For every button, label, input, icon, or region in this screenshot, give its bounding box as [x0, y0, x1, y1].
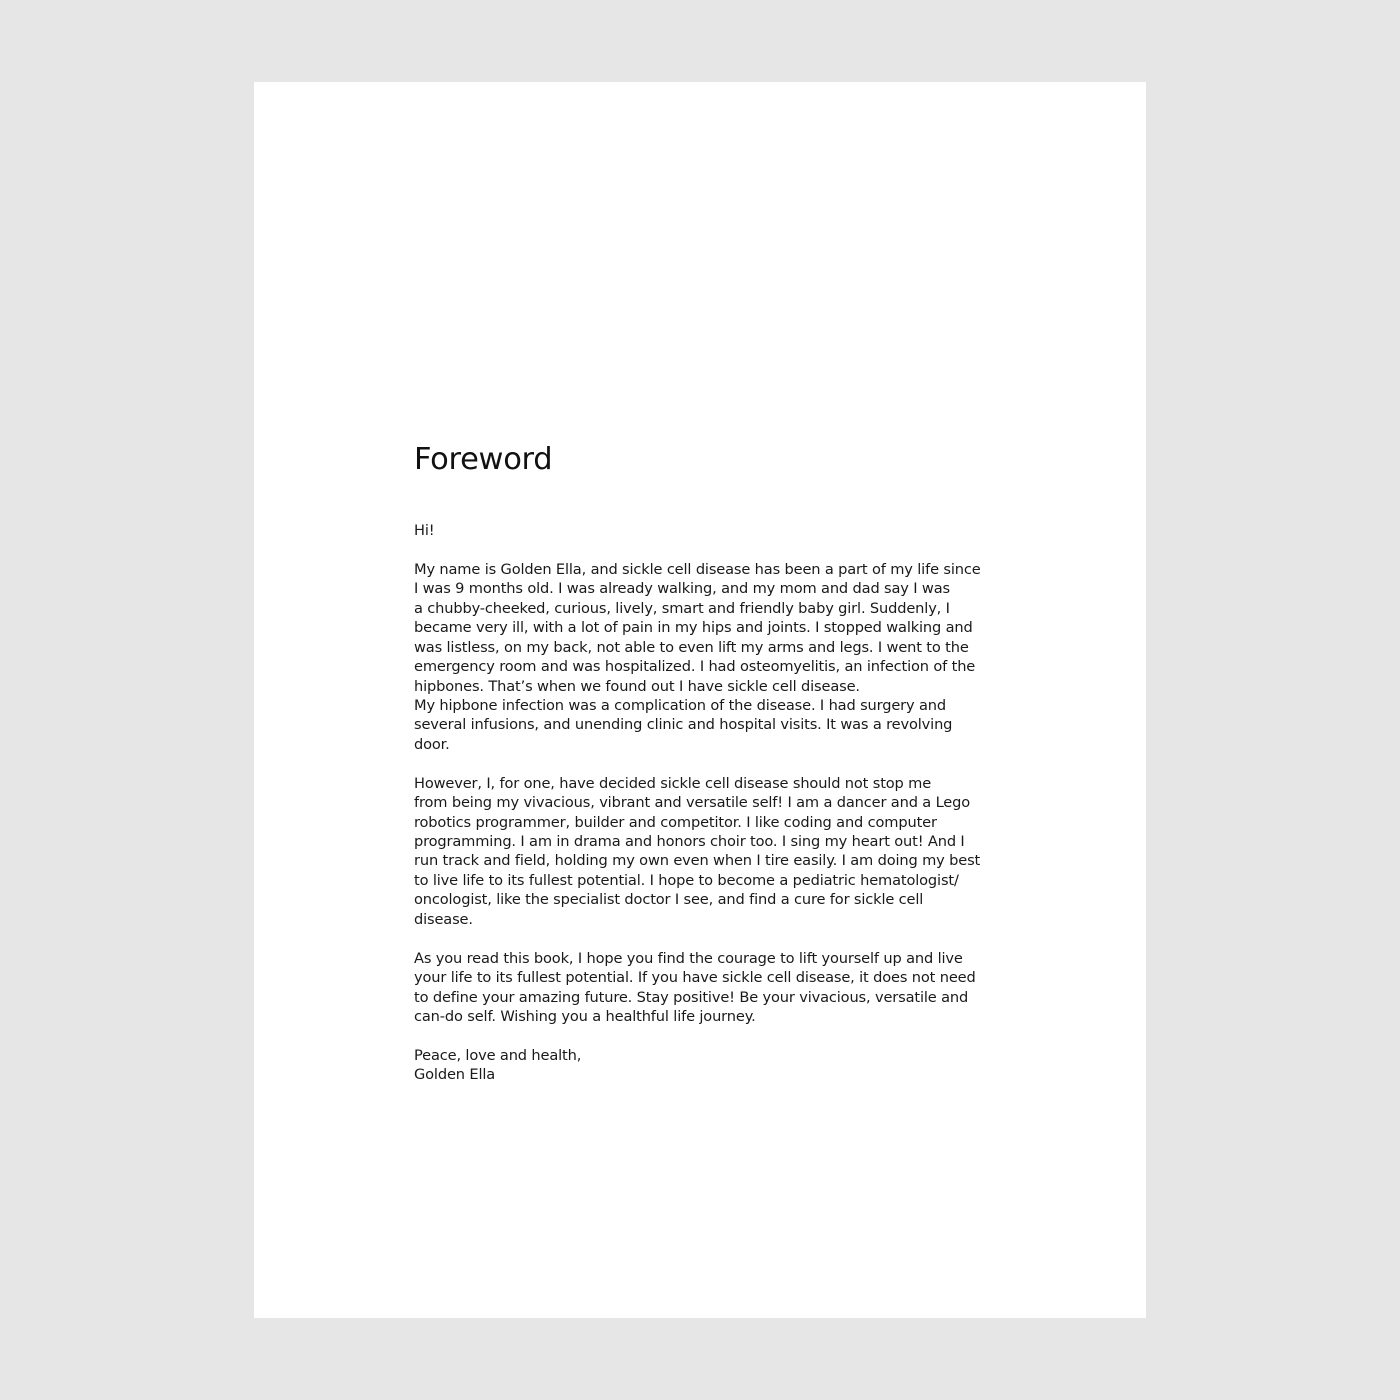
text-line: several infusions, and unending clinic and hospital visits. It was a revolving [414, 716, 953, 734]
text-line: programming. I am in drama and honors choir too. I sing my heart out! And I [414, 833, 965, 850]
text-line: Peace, love and health, [414, 1046, 582, 1064]
foreword-content [414, 438, 994, 1085]
text-line: a chubby-cheeked, curious, lively, smart and friendly baby girl. Suddenly, I [414, 599, 950, 617]
paragraph-gap [414, 929, 994, 948]
text-line: disease. [414, 910, 473, 928]
paragraph-gap [414, 1026, 994, 1045]
text-line: Golden Ella [414, 1066, 496, 1084]
text-line: run track and field, holding my own even when I tire easily. I am doing my best [414, 852, 981, 870]
text-line: hipbones. That’s when we found out I have sickle cell disease. [414, 677, 860, 695]
text-line: emergency room and was hospitalized. I had osteomyelitis, an infection of the [414, 658, 976, 676]
text-line: became very ill, with a lot of pain in my hips and joints. I stopped walking and [414, 619, 973, 637]
text-line: from being my vivacious, vibrant and versatile self! I am a dancer and a Lego [414, 794, 971, 812]
text-line: to define your amazing future. Stay positive! Be your vivacious, versatile and [414, 988, 969, 1006]
document-page [254, 82, 1146, 1318]
text-line: Hi! [414, 522, 435, 539]
text-line: to live life to its fullest potential. I hope to become a pediatric hematologist/ [414, 871, 959, 889]
text-line: I was 9 months old. I was already walking, and my mom and dad say I was [414, 580, 950, 598]
page-title: Foreword [414, 442, 553, 477]
paragraph-gap [414, 540, 994, 559]
text-line: can-do self. Wishing you a healthful life journey. [414, 1007, 756, 1025]
text-line: robotics programmer, builder and competitor. I like coding and computer [414, 813, 937, 831]
text-line: was listless, on my back, not able to even lift my arms and legs. I went to the [414, 638, 969, 656]
text-line: My name is Golden Ella, and sickle cell disease has been a part of my life since [414, 560, 981, 578]
text-line: oncologist, like the specialist doctor I see, and find a cure for sickle cell [414, 891, 924, 909]
text-line: My hipbone infection was a complication of the disease. I had surgery and [414, 696, 946, 714]
foreword-body [414, 521, 994, 1085]
text-line: your life to its fullest potential. If you have sickle cell disease, it does not need [414, 969, 976, 987]
text-line: However, I, for one, have decided sickle cell disease should not stop me [414, 774, 932, 792]
text-line: door. [414, 735, 450, 753]
paragraph-gap [414, 754, 994, 773]
text-line: As you read this book, I hope you find the courage to lift yourself up and live [414, 949, 963, 967]
